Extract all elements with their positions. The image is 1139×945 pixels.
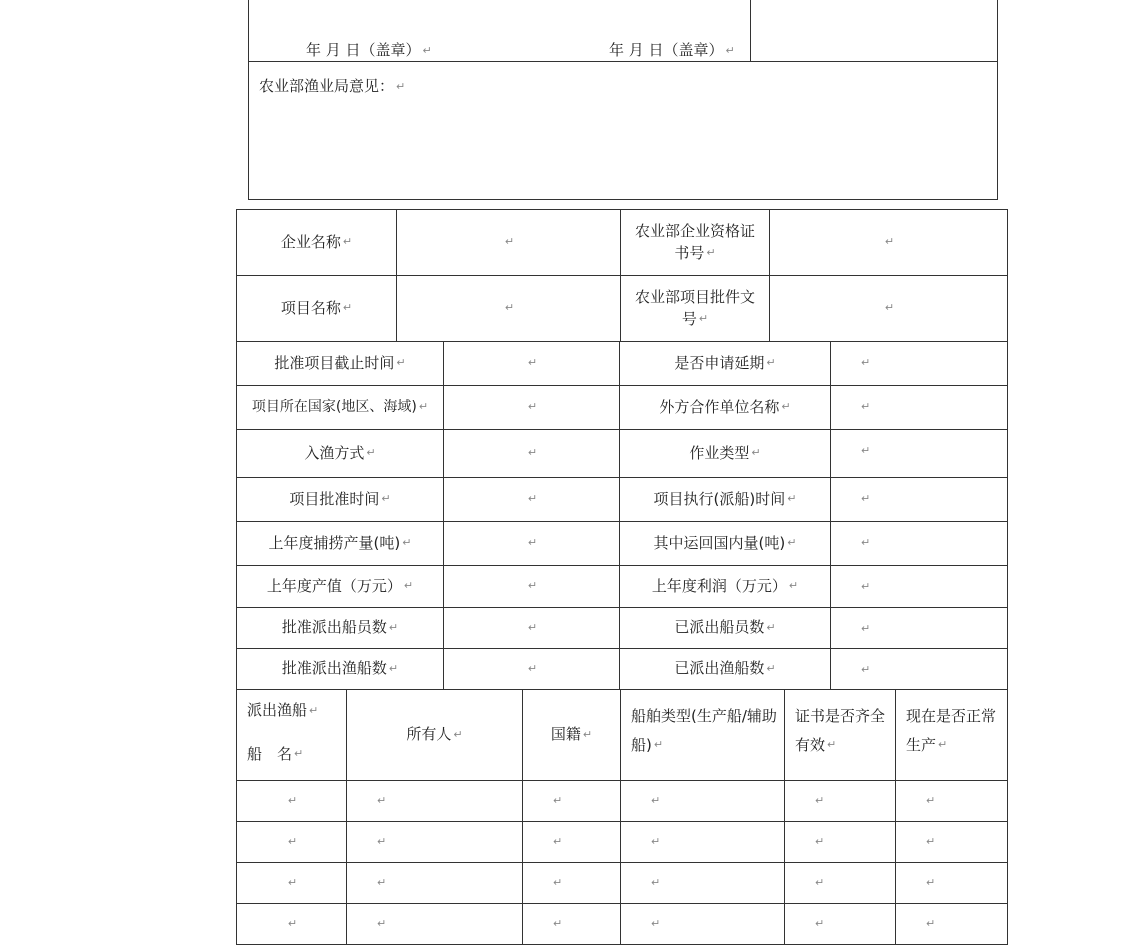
table-row	[237, 276, 1008, 342]
label-qualification-cert: 农业部企业资格证 书号 ↵	[621, 210, 770, 276]
header-vessel-name: 派出渔船 ↵ 船 名 ↵	[237, 690, 347, 781]
value-extension[interactable]: ↵	[831, 342, 1008, 386]
value-dispatched-crew[interactable]: ↵	[831, 608, 1008, 649]
cell-certificates[interactable]: ↵	[785, 781, 896, 822]
label-dispatched-vessels: 已派出渔船数 ↵	[620, 649, 831, 690]
table-row	[237, 478, 1008, 522]
label-dispatched-crew: 已派出船员数 ↵	[620, 608, 831, 649]
header-nationality: 国籍 ↵	[523, 690, 621, 781]
header-vessel-type: 船舶类型(生产船/辅助船) ↵	[621, 690, 785, 781]
label-shipped-home: 其中运回国内量(吨) ↵	[620, 522, 831, 566]
approval-divider	[750, 0, 751, 61]
cell-certificates[interactable]: ↵	[785, 904, 896, 945]
table-row	[237, 386, 1008, 430]
value-approved-vessels[interactable]: ↵	[444, 649, 620, 690]
cell-in-production[interactable]: ↵	[896, 904, 1008, 945]
table-row	[237, 781, 1008, 822]
label-country: 项目所在国家(地区、海域) ↵	[237, 386, 444, 430]
value-operation-type[interactable]: ↵	[831, 430, 1008, 478]
value-output-value[interactable]: ↵	[444, 566, 620, 608]
value-profit[interactable]: ↵	[831, 566, 1008, 608]
cell-nationality[interactable]: ↵	[523, 904, 621, 945]
table-header-row	[237, 690, 1008, 781]
value-catch-output[interactable]: ↵	[444, 522, 620, 566]
label-execution-time: 项目执行(派船)时间 ↵	[620, 478, 831, 522]
cell-certificates[interactable]: ↵	[785, 863, 896, 904]
label-operation-type: 作业类型 ↵	[620, 430, 831, 478]
approval-hline	[249, 61, 997, 62]
header-certificates: 证书是否齐全有效 ↵	[785, 690, 896, 781]
cell-nationality[interactable]: ↵	[523, 781, 621, 822]
table-row	[237, 904, 1008, 945]
value-project-approval-doc[interactable]: ↵	[770, 276, 1008, 342]
label-enterprise-name: 企业名称 ↵	[237, 210, 397, 276]
fishery-bureau-opinion-label: 农业部渔业局意见： ↵	[259, 77, 406, 95]
value-project-name[interactable]: ↵	[397, 276, 621, 342]
table-row	[237, 649, 1008, 690]
value-execution-time[interactable]: ↵	[831, 478, 1008, 522]
cell-vessel-name[interactable]: ↵	[237, 822, 347, 863]
label-deadline: 批准项目截止时间 ↵	[237, 342, 444, 386]
header-owner: 所有人 ↵	[347, 690, 523, 781]
table-row	[237, 522, 1008, 566]
label-approved-crew: 批准派出船员数 ↵	[237, 608, 444, 649]
label-project-name: 项目名称 ↵	[237, 276, 397, 342]
seal-date-left: 年 月 日（盖章） ↵	[306, 41, 432, 59]
cell-vessel-name[interactable]: ↵	[237, 781, 347, 822]
cell-owner[interactable]: ↵	[347, 904, 523, 945]
value-deadline[interactable]: ↵	[444, 342, 620, 386]
table-row	[237, 608, 1008, 649]
cell-vessel-type[interactable]: ↵	[621, 781, 785, 822]
cell-vessel-type[interactable]: ↵	[621, 904, 785, 945]
cell-owner[interactable]: ↵	[347, 822, 523, 863]
value-enterprise-name[interactable]: ↵	[397, 210, 621, 276]
label-output-value: 上年度产值（万元） ↵	[237, 566, 444, 608]
label-catch-output: 上年度捕捞产量(吨) ↵	[237, 522, 444, 566]
label-entry-mode: 入渔方式 ↵	[237, 430, 444, 478]
cell-in-production[interactable]: ↵	[896, 863, 1008, 904]
label-approved-vessels: 批准派出渔船数 ↵	[237, 649, 444, 690]
value-entry-mode[interactable]: ↵	[444, 430, 620, 478]
header-in-production: 现在是否正常生产 ↵	[896, 690, 1008, 781]
table-row	[237, 210, 1008, 276]
table-row	[237, 863, 1008, 904]
table-row	[237, 342, 1008, 386]
cell-nationality[interactable]: ↵	[523, 863, 621, 904]
label-partner: 外方合作单位名称 ↵	[620, 386, 831, 430]
value-shipped-home[interactable]: ↵	[831, 522, 1008, 566]
cell-nationality[interactable]: ↵	[523, 822, 621, 863]
cell-vessel-name[interactable]: ↵	[237, 863, 347, 904]
value-dispatched-vessels[interactable]: ↵	[831, 649, 1008, 690]
table-row	[237, 430, 1008, 478]
cell-vessel-type[interactable]: ↵	[621, 863, 785, 904]
table-row	[237, 822, 1008, 863]
seal-date-right: 年 月 日（盖章） ↵	[609, 41, 735, 59]
cell-in-production[interactable]: ↵	[896, 822, 1008, 863]
value-qualification-cert[interactable]: ↵	[770, 210, 1008, 276]
value-country[interactable]: ↵	[444, 386, 620, 430]
label-project-approval-doc: 农业部项目批件文 号 ↵	[621, 276, 770, 342]
label-approval-time: 项目批准时间 ↵	[237, 478, 444, 522]
project-info-table	[236, 341, 1008, 690]
value-approved-crew[interactable]: ↵	[444, 608, 620, 649]
cell-in-production[interactable]: ↵	[896, 781, 1008, 822]
cell-owner[interactable]: ↵	[347, 781, 523, 822]
label-profit: 上年度利润（万元） ↵	[620, 566, 831, 608]
table-row	[237, 566, 1008, 608]
label-extension: 是否申请延期 ↵	[620, 342, 831, 386]
approval-box	[248, 0, 998, 200]
cell-certificates[interactable]: ↵	[785, 822, 896, 863]
value-partner[interactable]: ↵	[831, 386, 1008, 430]
enterprise-info-table	[236, 209, 1008, 342]
cell-vessel-type[interactable]: ↵	[621, 822, 785, 863]
value-approval-time[interactable]: ↵	[444, 478, 620, 522]
vessel-table	[236, 689, 1008, 945]
cell-vessel-name[interactable]: ↵	[237, 904, 347, 945]
cell-owner[interactable]: ↵	[347, 863, 523, 904]
